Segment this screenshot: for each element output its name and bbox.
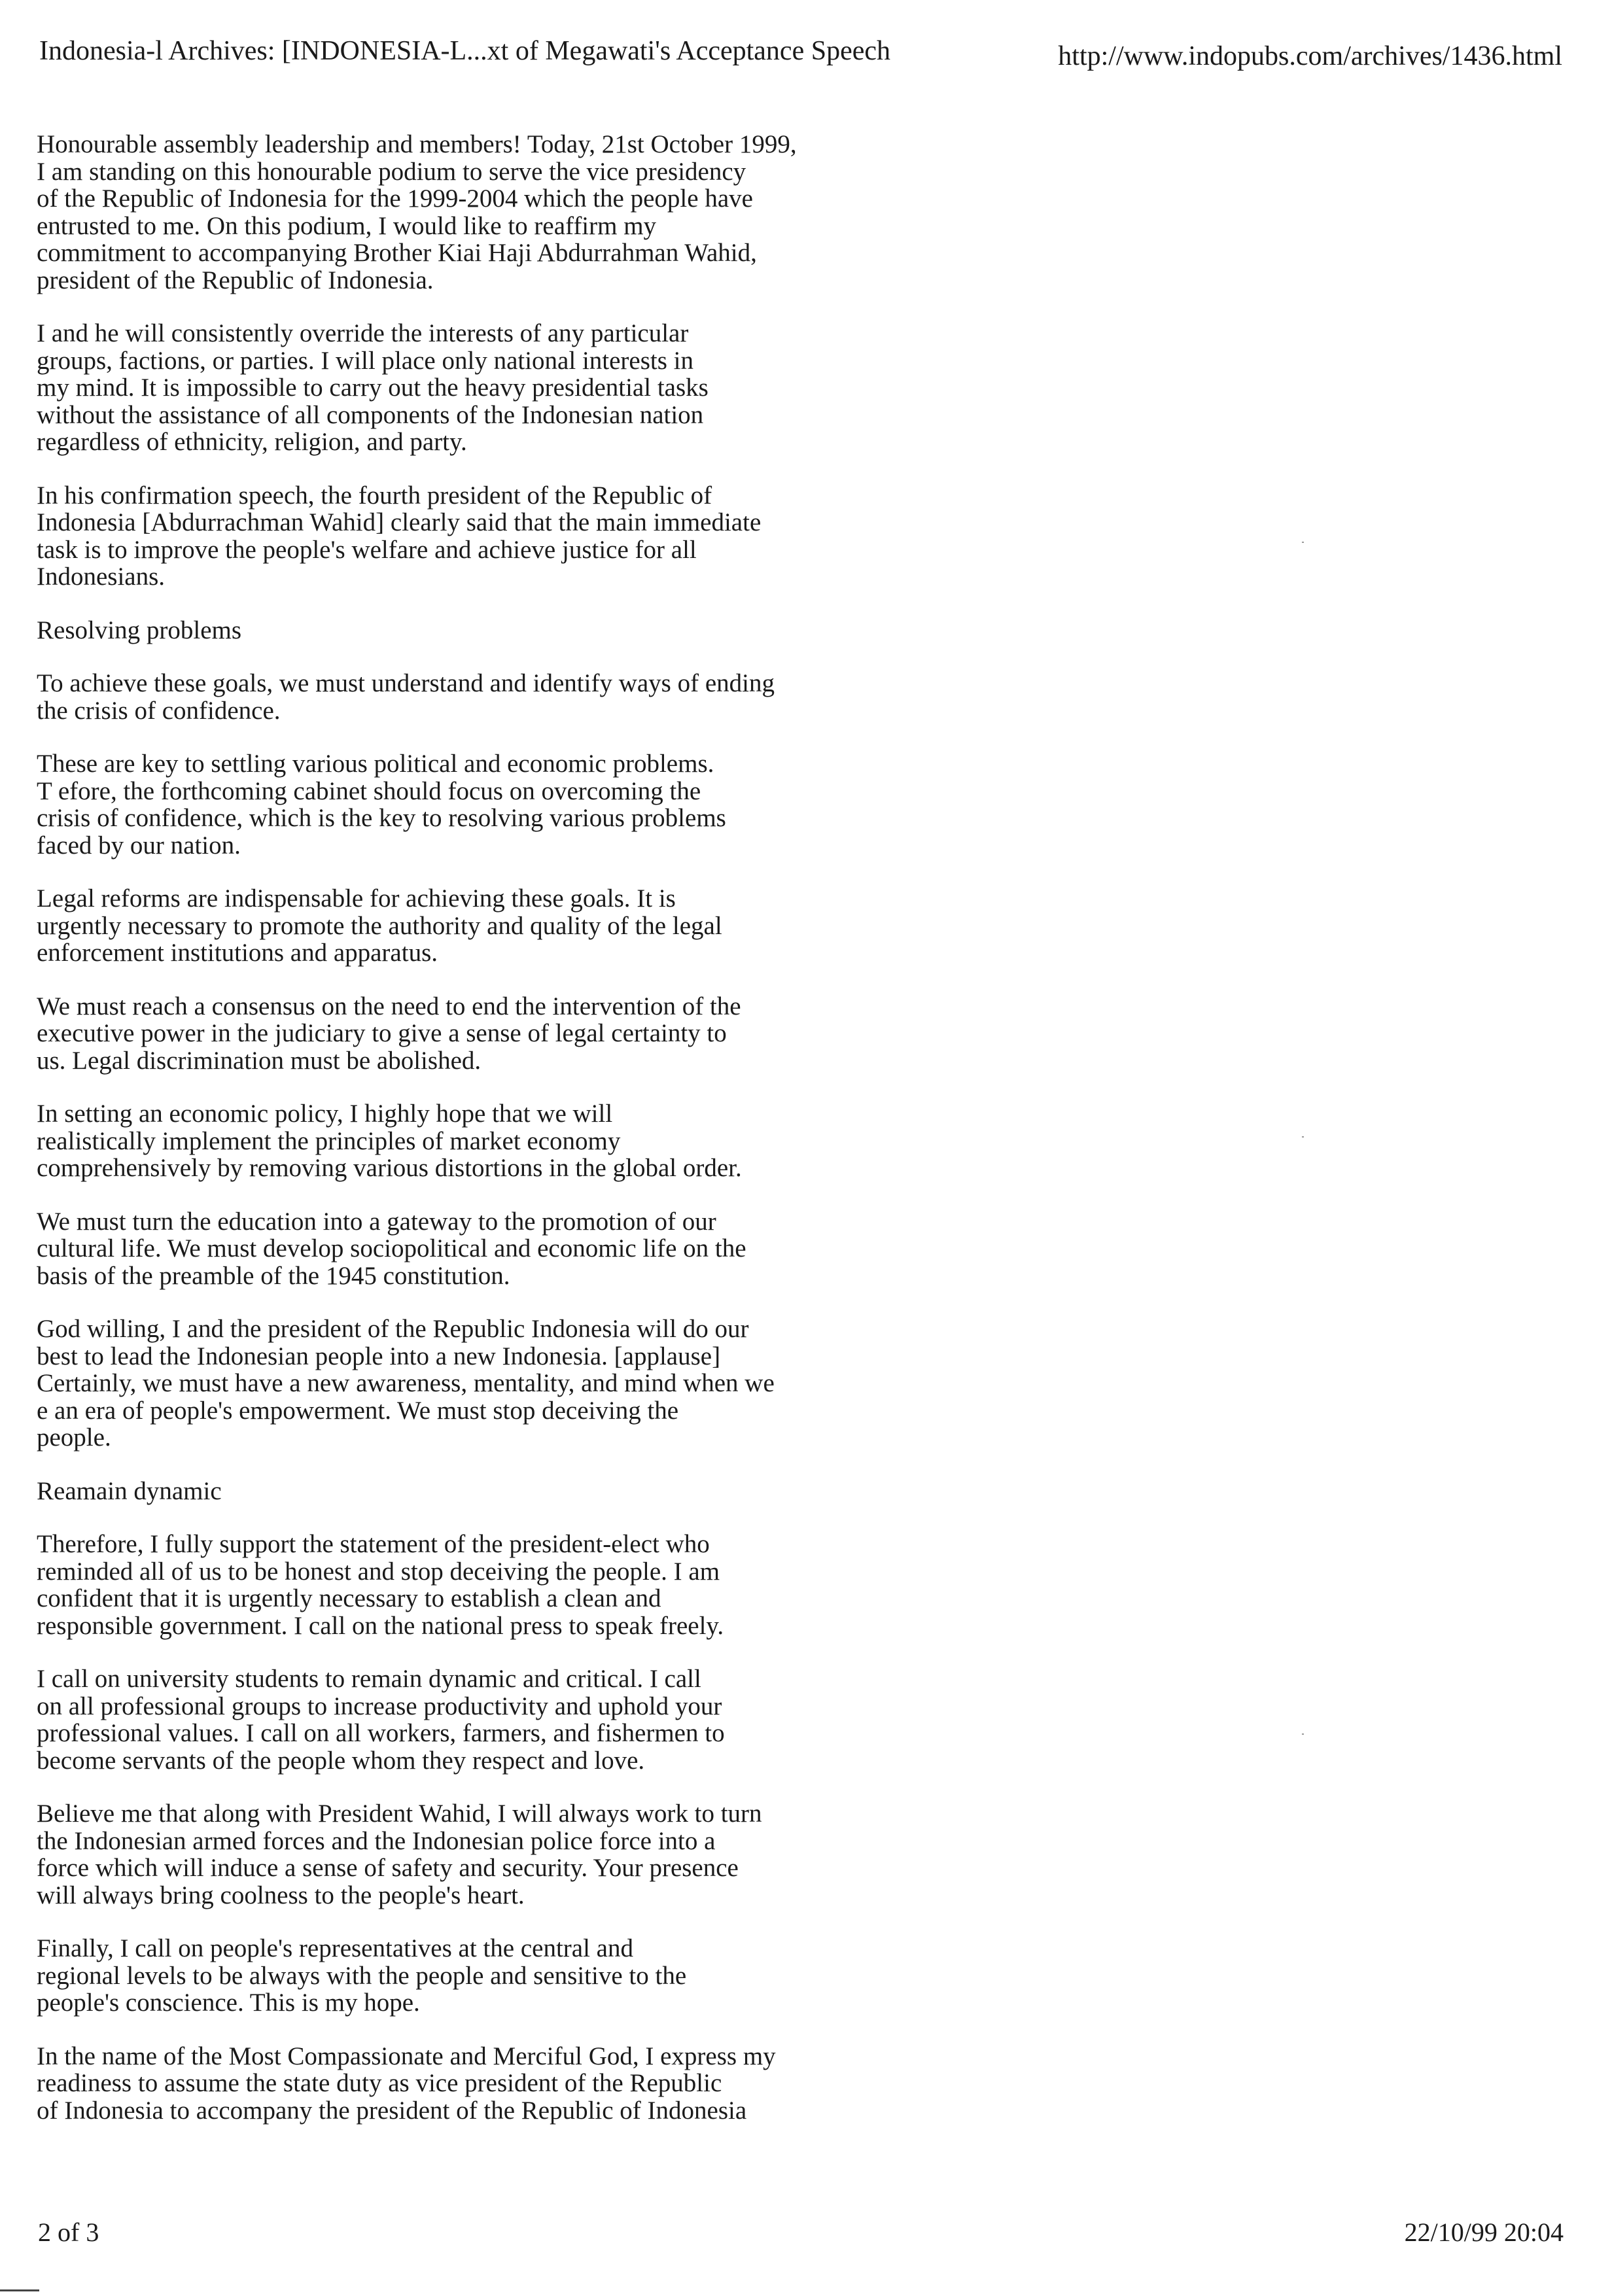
section-heading-resolving-problems: Resolving problems xyxy=(37,616,242,644)
paragraph-14: Finally, I call on people's representatives at the central and regional levels to be always with the people and sensitive to the people's conscience. This is my hope. xyxy=(37,1934,687,2017)
print-timestamp: 22/10/99 20:04 xyxy=(1404,2218,1564,2247)
scan-speck xyxy=(1302,1136,1304,1138)
page-number: 2 of 3 xyxy=(38,2218,99,2247)
scan-speck xyxy=(1302,542,1304,543)
paragraph-2: I and he will consistently override the interests of any particular groups, factions, or parties. I will place only national interests in my mind. It is impossible to carry out the heavy presidential tasks without the assistance of all components of the Indonesian nation regardless of ethnicity, religion, and party. xyxy=(37,319,709,456)
paragraph-1: Honourable assembly leadership and members! Today, 21st October 1999, I am standing on this honourable podium to serve the vice presidency of the Republic of Indonesia for the 1999-2004 which the people have entrusted to me. On this podium, I would like to reaffirm my commitment to accompanying Brother Kiai Haji Abdurrahman Wahid, president of the Republic of Indonesia. xyxy=(37,130,797,294)
section-heading-remain-dynamic: Reamain dynamic xyxy=(37,1476,222,1505)
paragraph-8: In setting an economic policy, I highly hope that we will realistically implement the principles of market economy comprehensively by removing various distortions in the global order. xyxy=(37,1100,742,1182)
paragraph-15: In the name of the Most Compassionate and Merciful God, I express my readiness to assume the state duty as vice president of the Republic of Indonesia to accompany the president of the Republic of Indonesia xyxy=(37,2042,776,2125)
paragraph-10: God willing, I and the president of the Republic Indonesia will do our best to lead the Indonesian people into a new Indonesia. [applause] Certainly, we must have a new awareness, mentality, and mind when we e an era of people's empowerment. We must stop deceiving the people. xyxy=(37,1315,775,1452)
paragraph-12: I call on university students to remain dynamic and critical. I call on all professional groups to increase productivity and uphold your professional values. I call on all workers, farmers, and fishermen to become servants of the people whom they respect and love. xyxy=(37,1665,725,1775)
paragraph-9: We must turn the education into a gateway to the promotion of our cultural life. We must develop sociopolitical and economic life on the basis of the preamble of the 1945 constitution. xyxy=(37,1207,746,1290)
paragraph-6: Legal reforms are indispensable for achieving these goals. It is urgently necessary to promote the authority and quality of the legal enforcement institutions and apparatus. xyxy=(37,884,722,967)
speech-body xyxy=(37,131,900,2150)
paragraph-4: To achieve these goals, we must understand and identify ways of ending the crisis of confidence. xyxy=(37,669,775,725)
scan-speck xyxy=(1302,1733,1304,1735)
paragraph-5: These are key to settling various political and economic problems. T efore, the forthcoming cabinet should focus on overcoming the crisis of confidence, which is the key to resolving various problems faced by our nation. xyxy=(37,750,726,860)
paragraph-3: In his confirmation speech, the fourth president of the Republic of Indonesia [Abdurrachman Wahid] clearly said that the main immediate task is to improve the people's welfare and achieve justice for all Indonesians. xyxy=(37,481,762,591)
paragraph-7: We must reach a consensus on the need to end the intervention of the executive power in the judiciary to give a sense of legal certainty to us. Legal discrimination must be abolished. xyxy=(37,992,741,1075)
page-header-url[interactable]: http://www.indopubs.com/archives/1436.html xyxy=(1058,41,1562,71)
paragraph-11: Therefore, I fully support the statement of the president-elect who reminded all of us to be honest and stop deceiving the people. I am confident that it is urgently necessary to establish a clean and responsible government. I call on the national press to speak freely. xyxy=(37,1530,724,1640)
page-header-title: Indonesia-l Archives: [INDONESIA-L...xt of Megawati's Acceptance Speech xyxy=(39,36,890,66)
scan-edge-mark xyxy=(0,2289,39,2291)
paragraph-13: Believe me that along with President Wahid, I will always work to turn the Indonesian armed forces and the Indonesian police force into a force which will induce a sense of safety and security. Your presence will always bring coolness to the people's heart. xyxy=(37,1800,762,1909)
